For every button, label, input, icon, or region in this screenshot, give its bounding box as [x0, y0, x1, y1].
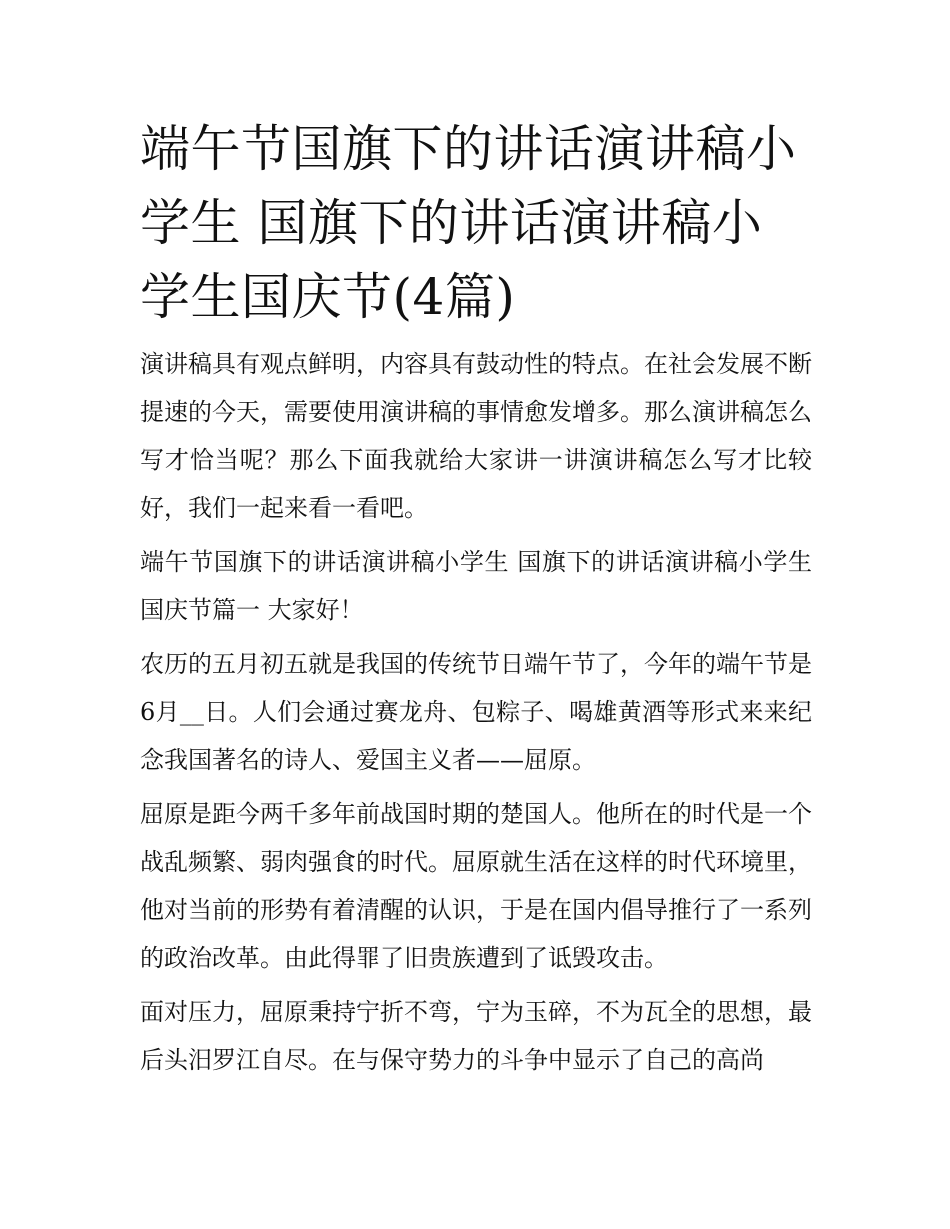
paragraph-section-heading: 端午节国旗下的讲话演讲稿小学生 国旗下的讲话演讲稿小学生国庆节篇一 大家好！ [140, 548, 812, 624]
paragraph-qu-yuan-history: 屈原是距今两千多年前战国时期的楚国人。他所在的时代是一个战乱频繁、弱肉强食的时代。屈原就生活在这样的时代环境里，他对当前的形势有着清醒的认识，于是在国内倡导推行了一系列的政治改革。由此得罪了旧贵族遭到了诋毁攻击。 [140, 800, 812, 972]
document-body [140, 340, 812, 1084]
document-page [140, 112, 812, 1090]
paragraph-qu-yuan-death: 面对压力，屈原秉持宁折不弯，宁为玉碎，不为瓦全的思想，最后头汨罗江自尽。在与保守势力的斗争中显示了自己的高尚 [140, 998, 812, 1074]
paragraph-intro: 演讲稿具有观点鲜明，内容具有鼓动性的特点。在社会发展不断提速的今天，需要使用演讲稿的事情愈发增多。那么演讲稿怎么写才恰当呢？那么下面我就给大家讲一讲演讲稿怎么写才比较好，我们一起来看一看吧。 [140, 350, 812, 522]
paragraph-dragon-boat: 农历的五月初五就是我国的传统节日端午节了，今年的端午节是6月__日。人们会通过赛龙舟、包粽子、喝雄黄酒等形式来来纪念我国著名的诗人、爱国主义者——屈原。 [140, 650, 812, 774]
document-title: 端午节国旗下的讲话演讲稿小学生 国旗下的讲话演讲稿小学生国庆节(4篇) [140, 120, 797, 326]
